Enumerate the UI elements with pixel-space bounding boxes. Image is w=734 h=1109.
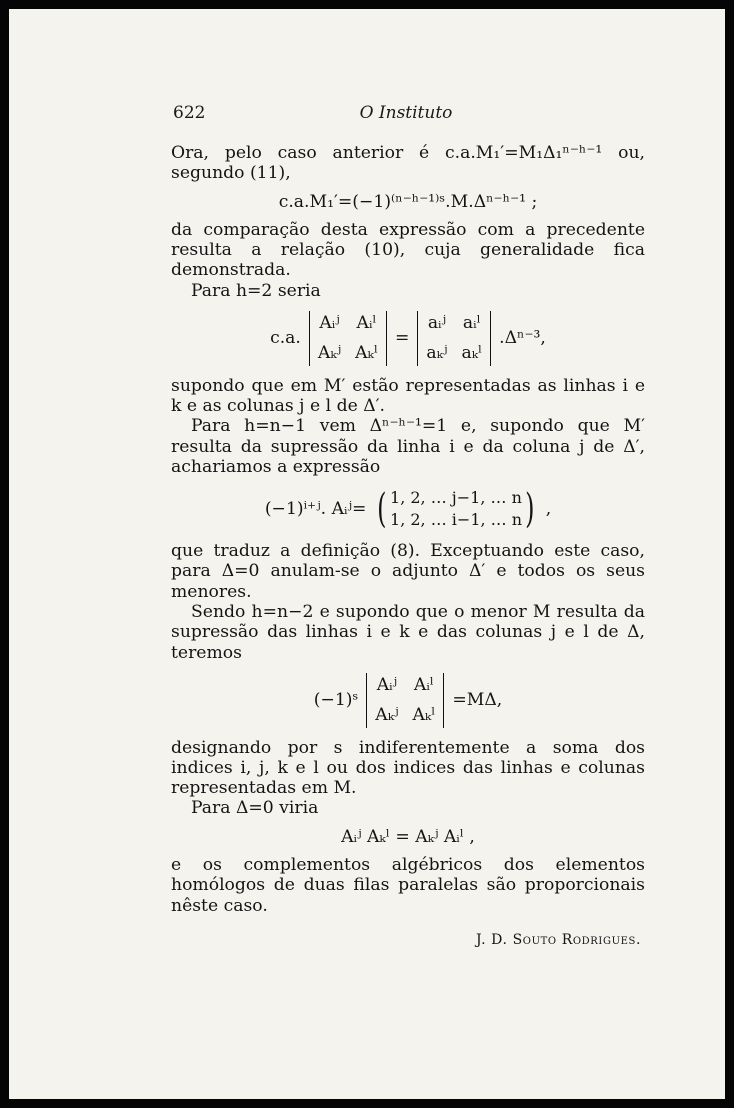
det-cell: Aᵢʲ	[319, 313, 340, 334]
page-header	[169, 103, 643, 127]
paragraph-comparison: da comparação desta expressão com a precedente resulta a relação (10), cuja generalidade fica demonstrada.	[171, 219, 645, 281]
equals-sign: =	[395, 328, 410, 349]
paragraph-designating: designando por s indiferentemente a soma dos indices i, j, k e l ou dos indices das linhas e colunas representadas em M.	[171, 737, 645, 799]
right-paren: )	[525, 486, 535, 533]
paragraph-delta-zero: Para Δ=0 viria	[191, 798, 319, 819]
page-body	[171, 143, 645, 950]
paragraph-opening: Ora, pelo caso anterior é c.a.M₁′=M₁Δ₁ⁿ⁻ʰ⁻¹ ou, segundo (11),	[171, 143, 645, 184]
page	[17, 17, 734, 1109]
page-number: 622	[173, 103, 206, 123]
det-cell: aᵢʲ	[427, 313, 447, 334]
det-cell: Aₖˡ	[412, 705, 436, 726]
paragraph-h2: Para h=2 seria	[191, 280, 321, 301]
det-cell: aᵢˡ	[462, 313, 481, 334]
eq2-lhs: c.a.	[270, 328, 301, 349]
index-top: 1, 2, … j−1, … n	[390, 488, 522, 508]
equation-proportional: Aᵢʲ Aₖˡ = Aₖʲ Aᵢˡ ,	[341, 826, 475, 847]
paragraph-h-n-minus-2: Sendo h=n−2 e supondo que o menor M resulta da supressão das linhas i e k e das colunas j e l de Δ, teremos	[171, 602, 645, 663]
eq3-lhs: (−1)ⁱ⁺ʲ. Aᵢʲ=	[264, 499, 367, 519]
determinant-minor	[366, 673, 444, 728]
left-paren: (	[377, 486, 387, 533]
author-signature: J. D. Souto Rodrigues.	[475, 931, 641, 948]
eq4-lhs: (−1)ˢ	[313, 690, 359, 711]
index-array	[374, 487, 537, 531]
det-cell: Aₖʲ	[375, 705, 399, 726]
det-cell: Aₖʲ	[317, 343, 342, 364]
eq2-rhs: .Δⁿ⁻³,	[499, 328, 546, 349]
det-cell: Aᵢˡ	[413, 674, 434, 695]
det-cell: Aₖˡ	[355, 343, 378, 364]
index-stack	[390, 487, 522, 531]
determinant-adjugate	[309, 311, 387, 366]
equation-minor	[171, 673, 645, 728]
determinant-elements	[417, 311, 491, 366]
eq3-tail: ,	[545, 499, 552, 519]
equation-cofactor: c.a.M₁′=(−1)⁽ⁿ⁻ʰ⁻¹⁾ˢ.M.Δⁿ⁻ʰ⁻¹ ;	[278, 191, 538, 212]
det-cell: Aᵢˡ	[356, 313, 377, 334]
paragraph-conclusion: e os complementos algébricos dos elementos homólogos de duas filas paralelas são proporcionais nêste caso.	[171, 855, 645, 916]
eq4-rhs: =MΔ,	[452, 690, 503, 711]
equation-binomial	[171, 487, 645, 531]
paragraph-definition: que traduz a definição (8). Exceptuando este caso, para Δ=0 anulam-se o adjunto Δ′ e todos os seus menores.	[171, 541, 645, 602]
det-cell: aₖʲ	[426, 343, 448, 364]
det-cell: aₖˡ	[461, 343, 483, 364]
paragraph-h-n-minus-1: Para h=n−1 vem Δⁿ⁻ʰ⁻¹=1 e, supondo que M′ resulta da supressão da linha i e da coluna j de Δ′, achariamos a expressão	[171, 416, 645, 477]
paragraph-lines-columns: supondo que em M′ estão representadas as linhas i e k e as colunas j e l de Δ′.	[171, 375, 645, 416]
equation-determinants	[171, 311, 645, 366]
det-cell: Aᵢʲ	[376, 674, 398, 695]
index-bottom: 1, 2, … i−1, … n	[390, 510, 523, 530]
running-title: O Instituto	[359, 103, 453, 123]
